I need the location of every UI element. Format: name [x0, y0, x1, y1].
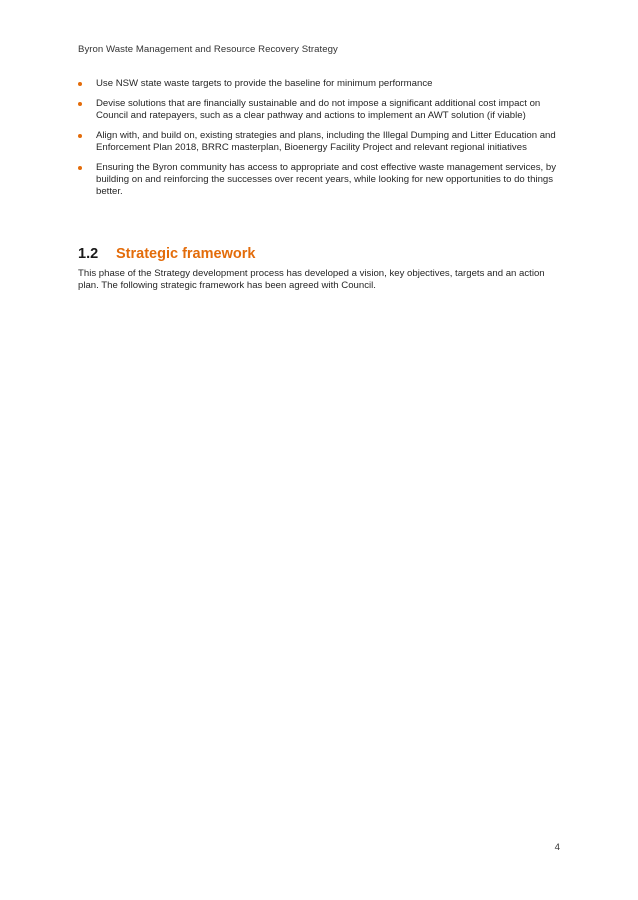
list-item [78, 130, 558, 154]
bullet-icon [78, 82, 82, 86]
section-title: Strategic framework [116, 246, 256, 262]
body-paragraph: This phase of the Strategy development process has developed a vision, key objectives, targets and an action plan. The following strategic framework has been agreed with Council. [78, 268, 545, 291]
list-item-text: Ensuring the Byron community has access to appropriate and cost effective waste management services, by building on and reinforcing the successes over recent years, while looking for new opportunities to do things better. [96, 162, 557, 197]
section-number: 1.2 [78, 246, 99, 262]
page-number: 4 [554, 842, 560, 853]
list-item [78, 162, 558, 198]
list-item-text: Use NSW state waste targets to provide the baseline for minimum performance [96, 78, 433, 89]
list-item [78, 98, 558, 122]
list-item-text: Devise solutions that are financially sustainable and do not impose a significant additional cost impact on Council and ratepayers, such as a clear pathway and actions to implement an AWT solution (if viable) [96, 98, 541, 121]
list-item [78, 78, 558, 90]
bullet-icon [78, 102, 82, 106]
bullet-list [78, 78, 558, 206]
bullet-icon [78, 134, 82, 138]
section-heading [78, 245, 255, 263]
list-item-text: Align with, and build on, existing strategies and plans, including the Illegal Dumping and Litter Education and Enforcement Plan 2018, BRRC masterplan, Bioenergy Facility Project and relevant regional initiatives [96, 130, 556, 153]
running-header: Byron Waste Management and Resource Recovery Strategy [78, 44, 338, 55]
bullet-icon [78, 166, 82, 170]
